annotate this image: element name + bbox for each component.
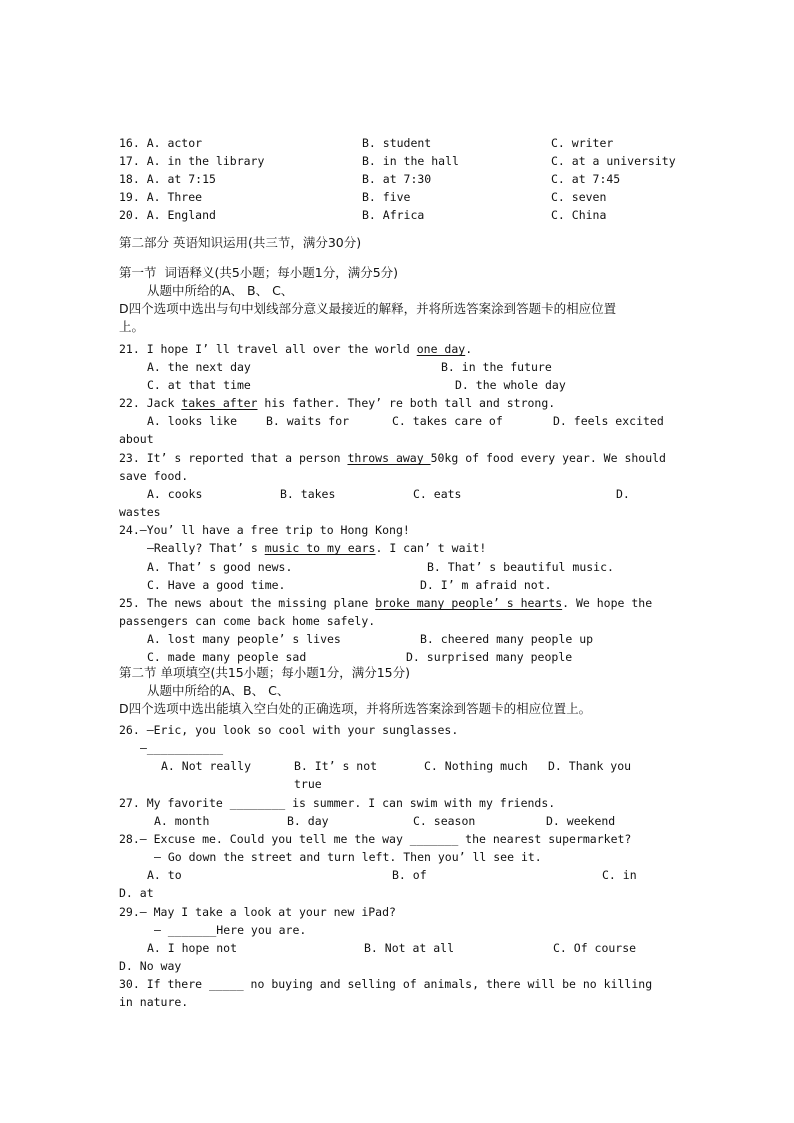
q16-option-c: C. writer	[551, 136, 614, 150]
q27-option-d: D. weekend	[546, 814, 616, 828]
q25-option-a: A. lost many people’ s lives	[147, 632, 341, 646]
section2-title: 第二节 单项填空(共15小题；每小题1分，满分15分)	[119, 665, 410, 680]
q29-option-a: A. I hope not	[147, 941, 238, 955]
q22-stem: 22. Jack takes after his father. They’ re both tall and strong.	[119, 396, 556, 410]
q26-line1: 26. —Eric, you look so cool with your sunglasses.	[119, 723, 459, 737]
q16-option-b: B. student	[362, 136, 432, 150]
q26-option-b-cont: true	[294, 777, 322, 791]
q26-option-d: D. Thank you	[548, 759, 632, 773]
q29-line1: 29.— May I take a look at your new iPad?	[119, 905, 396, 919]
q23-option-d-cont: wastes	[119, 505, 161, 519]
q21-option-c: C. at that time	[147, 378, 251, 392]
q26-line2: —___________	[140, 741, 224, 755]
q24-option-d: D. I’ m afraid not.	[420, 578, 552, 592]
q17-option-b: B. in the hall	[362, 154, 459, 168]
q27-option-c: C. season	[413, 814, 476, 828]
q23-option-c: C. eats	[413, 487, 462, 501]
q22-option-c: C. takes care of	[392, 414, 503, 428]
q28-option-a: A. to	[147, 868, 182, 882]
q19-option-a: 19. A. Three	[119, 190, 203, 204]
section1-instr3: 上。	[119, 319, 145, 334]
q24-option-a: A. That’ s good news.	[147, 560, 293, 574]
q24-line1: 24.—You’ ll have a free trip to Hong Kong!	[119, 523, 410, 537]
q24-underlined: music to my ears	[264, 541, 376, 555]
q25-stem: 25. The news about the missing plane broke many people’ s hearts. We hope the	[119, 596, 653, 610]
q25-underlined: broke many people’ s hearts	[375, 596, 563, 610]
q24-option-b: B. That’ s beautiful music.	[427, 560, 614, 574]
q24-line2: —Really? That’ s music to my ears. I can’ t wait!	[147, 541, 487, 555]
q25-option-d: D. surprised many people	[406, 650, 573, 664]
q23-option-a: A. cooks	[147, 487, 203, 501]
q29-option-b: B. Not at all	[364, 941, 455, 955]
q25-option-c: C. made many people sad	[147, 650, 307, 664]
section1-instr1: 从题中所给的A、 B、 C、	[147, 283, 294, 298]
q20-option-b: B. Africa	[362, 208, 425, 222]
q26-option-b: B. It’ s not	[294, 759, 378, 773]
q22-option-d: D. feels excited	[553, 414, 664, 428]
section2-instr2: D四个选项中选出能填入空白处的正确选项，并将所选答案涂到答题卡的相应位置上。	[119, 701, 592, 716]
q29-option-c: C. Of course	[553, 941, 637, 955]
q28-option-b: B. of	[392, 868, 427, 882]
q19-option-b: B. five	[362, 190, 411, 204]
q22-underlined: takes after	[181, 396, 258, 410]
q18-option-a: 18. A. at 7:15	[119, 172, 216, 186]
q23-option-d: D.	[616, 487, 630, 501]
q27-option-a: A. month	[154, 814, 210, 828]
q30-line1: 30. If there _____ no buying and selling of animals, there will be no killing	[119, 977, 653, 991]
q25-stem-line2: passengers can come back home safely.	[119, 614, 376, 628]
q21-underlined: one day	[416, 342, 466, 356]
q16-option-a: 16. A. actor	[119, 136, 203, 150]
q21-stem: 21. I hope I’ ll travel all over the world one day.	[119, 342, 473, 356]
q27-option-b: B. day	[287, 814, 329, 828]
q26-option-c: C. Nothing much	[424, 759, 528, 773]
q19-option-c: C. seven	[551, 190, 607, 204]
part2-title: 第二部分 英语知识运用(共三节，满分30分)	[119, 235, 362, 250]
q23-stem: 23. It’ s reported that a person throws away 50kg of food every year. We should	[119, 451, 666, 465]
q18-option-c: C. at 7:45	[551, 172, 621, 186]
section1-instr2: D四个选项中选出与句中划线部分意义最接近的解释，并将所选答案涂到答题卡的相应位置	[119, 301, 617, 316]
q21-option-b: B. in the future	[441, 360, 552, 374]
q20-option-a: 20. A. England	[119, 208, 216, 222]
q23-underlined: throws away	[347, 451, 431, 465]
q26-option-a: A. Not really	[161, 759, 252, 773]
q17-option-a: 17. A. in the library	[119, 154, 265, 168]
q21-option-a: A. the next day	[147, 360, 251, 374]
q28-option-d: D. at	[119, 886, 154, 900]
q23-option-b: B. takes	[280, 487, 336, 501]
q21-option-d: D. the whole day	[455, 378, 566, 392]
q23-stem-line2: save food.	[119, 469, 189, 483]
q25-option-b: B. cheered many people up	[420, 632, 594, 646]
q22-option-a: A. looks like	[147, 414, 238, 428]
section1-title: 第一节 词语释义(共5小题；每小题1分，满分5分)	[119, 265, 399, 280]
q30-line2: in nature.	[119, 995, 189, 1009]
q28-line2: — Go down the street and turn left. Then you’ ll see it.	[154, 850, 542, 864]
q22-option-d-cont: about	[119, 432, 154, 446]
q29-option-d: D. No way	[119, 959, 182, 973]
q20-option-c: C. China	[551, 208, 607, 222]
q18-option-b: B. at 7:30	[362, 172, 432, 186]
q28-line1: 28.— Excuse me. Could you tell me the way _______ the nearest supermarket?	[119, 832, 632, 846]
q17-option-c: C. at a university	[551, 154, 676, 168]
q24-option-c: C. Have a good time.	[147, 578, 286, 592]
q22-option-b: B. waits for	[266, 414, 350, 428]
q28-option-c: C. in	[602, 868, 637, 882]
q27-stem: 27. My favorite ________ is summer. I can swim with my friends.	[119, 796, 556, 810]
section2-instr1: 从题中所给的A、B、 C、	[147, 683, 290, 698]
q29-line2: — _______Here you are.	[154, 923, 307, 937]
